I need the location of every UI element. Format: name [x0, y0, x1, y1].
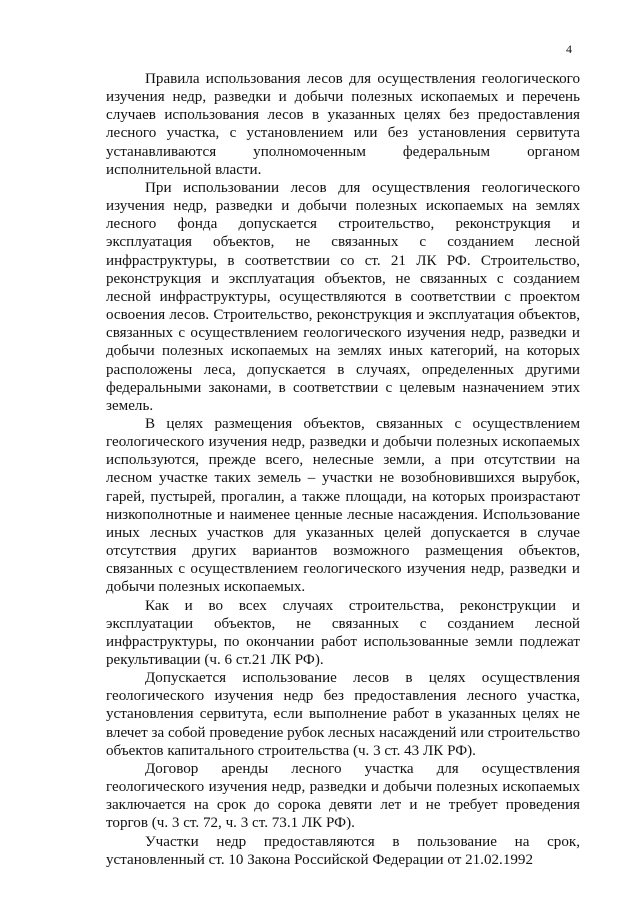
paragraph: Правила использования лесов для осуществления геологического изучения недр, разведки и добычи полезных ископаемых и перечень случаев использования лесов в указанных целях без предоставления лесного участка, с установлением или без установления сервитута устанавливаются уполномоченным федеральным органом исполнительной власти.: [106, 71, 580, 178]
document-body: [106, 70, 580, 869]
paragraph: В целях размещения объектов, связанных с осуществлением геологического изучения недр, разведки и добычи полезных ископаемых используются, прежде всего, нелесные земли, а при отсутствии на лесном участке таких земель – участки не возобновившихся вырубок, гарей, пустырей, прогалин, а также площади, на которых произрастают низкополнотные и наименее ценные лесные насаждения. Использование иных лесных участков для указанных целей допускается в случае отсутствия других вариантов возможного размещения объектов, связанных с осуществлением геологического изучения недр, разведки и добычи полезных ископаемых.: [106, 415, 580, 596]
paragraph: Как и во всех случаях строительства, реконструкции и эксплуатации объектов, не связанных с созданием лесной инфраструктуры, по окончании работ использованные земли подлежат рекультивации (ч. 6 ст.21 ЛК РФ).: [106, 597, 580, 668]
paragraph: При использовании лесов для осуществления геологического изучения недр, разведки и добычи полезных ископаемых на землях лесного фонда допускается строительство, реконструкция и эксплуатация объектов, не связанных с созданием лесной инфраструктуры, в соответствии со ст. 21 ЛК РФ. Строительство, реконструкция и эксплуатация объектов, не связанных с созданием лесной инфраструктуры, осуществляются в соответствии с проектом освоения лесов. Строительство, реконструкция и эксплуатация объектов, связанных с осуществлением геологического изучения недр, разведки и добычи полезных ископаемых на землях иных категорий, на которых расположены леса, допускается в случаях, определенных другими федеральными законами, в соответствии с целевым назначением этих земель.: [106, 179, 580, 414]
paragraph: Участки недр предоставляются в пользование на срок, установленный ст. 10 Закона Российской Федерации от 21.02.1992: [106, 833, 580, 868]
paragraph: Договор аренды лесного участка для осуществления геологического изучения недр, разведки и добычи полезных ископаемых заключается на срок до сорока девяти лет и не требует проведения торгов (ч. 3 ст. 72, ч. 3 ст. 73.1 ЛК РФ).: [106, 760, 580, 832]
page-number: 4: [566, 42, 572, 56]
paragraph: Допускается использование лесов в целях осуществления геологического изучения недр без предоставления лесного участка, установления сервитута, если выполнение работ в указанных целях не влечет за собой проведение рубок лесных насаждений или строительство объектов капитального строительства (ч. 3 ст. 43 ЛК РФ).: [106, 670, 580, 759]
